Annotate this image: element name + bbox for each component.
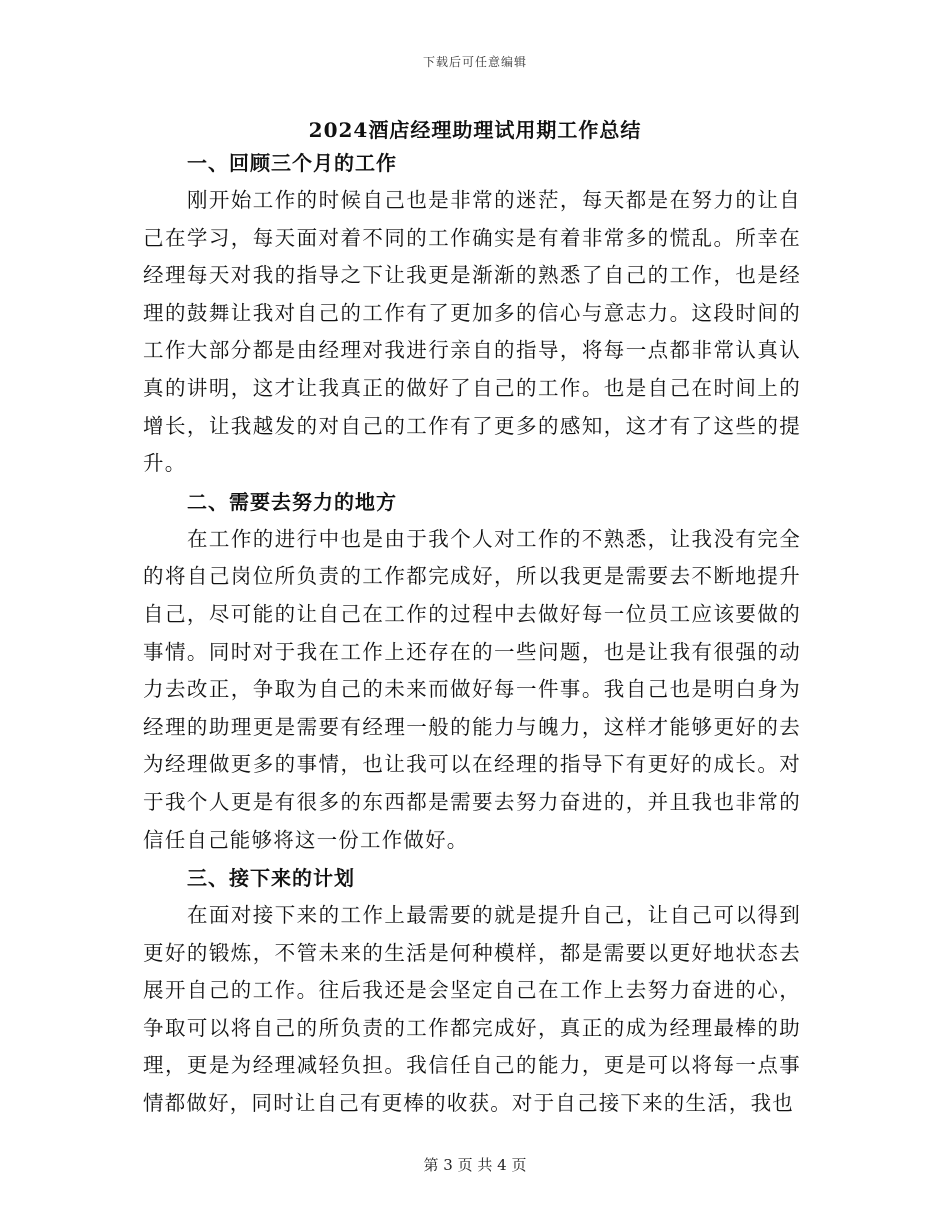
- section-paragraph: 刚开始工作的时候自己也是非常的迷茫，每天都是在努力的让自己在学习，每天面对着不同的工作确实是有着非常多的慌乱。所幸在经理每天对我的指导之下让我更是渐渐的熟悉了自己的工作，也是经理的鼓舞让我对自己的工作有了更加多的信心与意志力。这段时间的工作大部分都是由经理对我进行亲自的指导，将每一点都非常认真认真的讲明，这才让我真正的做好了自己的工作。也是自己在时间上的增长，让我越发的对自己的工作有了更多的感知，这才有了这些的提升。: [143, 188, 801, 476]
- header-note: 下载后可任意编辑: [422, 55, 527, 69]
- section-heading: 一、回顾三个月的工作: [187, 151, 397, 175]
- document-body: [143, 144, 801, 1123]
- section-improvement: [143, 483, 801, 859]
- section-paragraph: 在面对接下来的工作上最需要的就是提升自己，让自己可以得到更好的锻炼，不管未来的生活是何种模样，都是需要以更好地状态去展开自己的工作。往后我还是会坚定自己在工作上去努力奋进的心，争取可以将自己的所负责的工作都完成好，真正的成为经理最棒的助理，更是为经理减轻负担。我信任自己的能力，更是可以将每一点事情都做好，同时让自己有更棒的收获。对于自己接下来的生活，我也: [143, 903, 801, 1116]
- section-plan: [143, 859, 801, 1123]
- section-heading: 二、需要去努力的地方: [187, 489, 397, 514]
- section-review: [143, 144, 801, 483]
- page-number-footer: 第 3 页 共 4 页: [423, 1156, 527, 1174]
- section-heading: 三、接下来的计划: [187, 866, 355, 891]
- section-paragraph: 在工作的进行中也是由于我个人对工作的不熟悉，让我没有完全的将自己岗位所负责的工作都完成好，所以我更是需要去不断地提升自己，尽可能的让自己在工作的过程中去做好每一位员工应该要做的事情。同时对于我在工作上还存在的一些问题，也是让我有很强的动力去改正，争取为自己的未来而做好每一件事。我自己也是明白身为经理的助理更是需要有经理一般的能力与魄力，这样才能够更好的去为经理做更多的事情，也让我可以在经理的指导下有更好的成长。对于我个人更是有很多的东西都是需要去努力奋进的，并且我也非常的信任自己能够将这一份工作做好。: [143, 526, 801, 852]
- document-title: 2024酒店经理助理试用期工作总结: [308, 118, 642, 142]
